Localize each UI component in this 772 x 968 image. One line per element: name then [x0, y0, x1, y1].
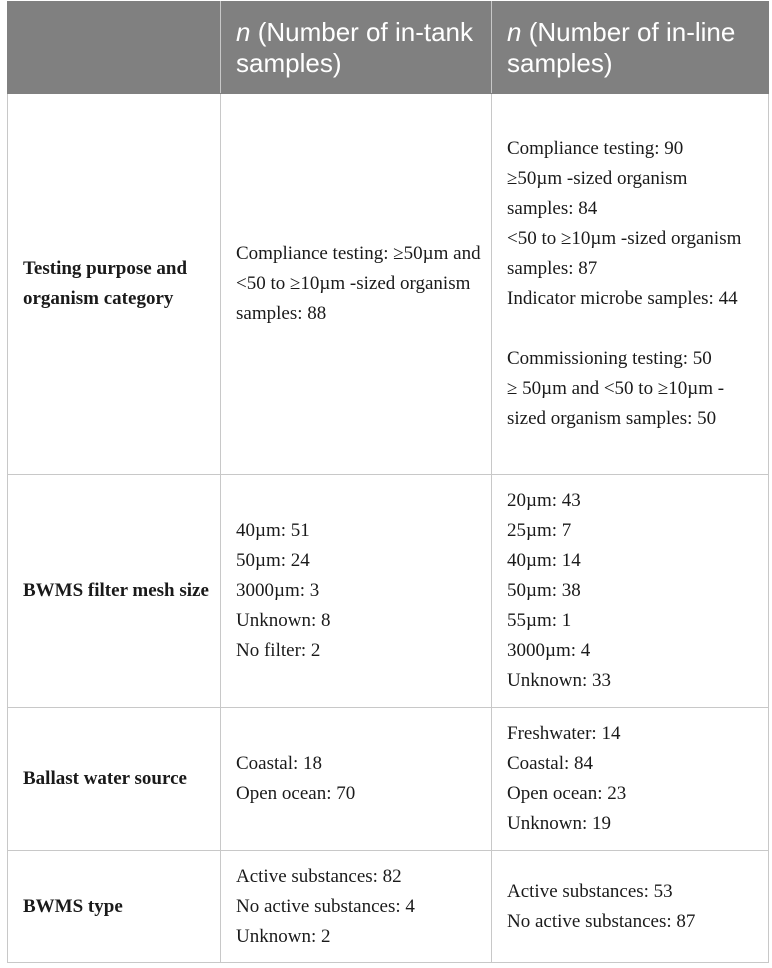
row-label: BWMS type	[8, 851, 221, 963]
list-item: No filter: 2	[236, 640, 321, 661]
list-item: Unknown: 19	[507, 813, 611, 834]
list-item: Open ocean: 70	[236, 783, 356, 804]
header-in-line-n: n	[507, 16, 522, 47]
in-tank-cell	[221, 851, 492, 963]
list-item: ≥50µm -sized organism samples: 84	[507, 168, 688, 219]
in-tank-cell	[221, 708, 492, 851]
table-row-water-source	[8, 708, 769, 851]
list-item: No active substances: 87	[507, 910, 696, 932]
header-empty-cell	[8, 2, 221, 94]
table-row-bwms-type	[8, 851, 769, 963]
row-label: Ballast water source	[8, 708, 221, 851]
list-item: Coastal: 84	[507, 753, 594, 774]
list-item: Unknown: 33	[507, 670, 611, 691]
in-tank-cell	[221, 475, 492, 708]
group-spacer	[507, 314, 758, 344]
list-item: 25µm: 7	[507, 520, 572, 541]
list-item: 50µm: 24	[236, 550, 310, 571]
row-label: BWMS filter mesh size	[8, 475, 221, 708]
list-item: Compliance testing: ≥50µm and <50 to ≥10µm -sized organism samples: 88	[236, 243, 481, 324]
in-tank-cell	[221, 94, 492, 475]
header-in-tank-label: (Number of in-tank samples)	[236, 16, 473, 78]
header-in-tank-n: n	[236, 16, 251, 47]
list-item: Commissioning testing: 50	[507, 348, 712, 369]
list-item: ≥ 50µm and <50 to ≥10µm -sized organism samples: 50	[507, 378, 725, 429]
header-in-tank	[221, 2, 492, 94]
list-item: 55µm: 1	[507, 610, 572, 631]
list-item: Coastal: 18	[236, 753, 323, 774]
list-item: Unknown: 8	[236, 610, 331, 631]
table-row-testing-purpose	[8, 94, 769, 475]
list-item: Unknown: 2	[236, 925, 331, 947]
list-item: 40µm: 51	[236, 520, 310, 541]
in-line-cell	[492, 851, 769, 963]
list-item: No active substances: 4	[236, 895, 415, 917]
list-item: <50 to ≥10µm -sized organism samples: 87	[507, 228, 742, 279]
header-row	[8, 2, 769, 94]
list-item: Indicator microbe samples: 44	[507, 288, 738, 309]
list-item: 3000µm: 3	[236, 580, 320, 601]
list-item: 3000µm: 4	[507, 640, 591, 661]
list-item: 20µm: 43	[507, 490, 581, 511]
list-item: Compliance testing: 90	[507, 138, 684, 159]
header-in-line	[492, 2, 769, 94]
list-item: 40µm: 14	[507, 550, 581, 571]
in-line-cell	[492, 94, 769, 475]
list-item: Open ocean: 23	[507, 783, 627, 804]
in-line-cell	[492, 708, 769, 851]
row-label: Testing purpose and organism category	[8, 94, 221, 475]
in-line-cell	[492, 475, 769, 708]
sample-summary-table	[7, 1, 769, 963]
list-item: Active substances: 53	[507, 880, 673, 902]
header-in-line-label: (Number of in-line samples)	[507, 16, 736, 78]
table-row-filter-mesh	[8, 475, 769, 708]
list-item: 50µm: 38	[507, 580, 581, 601]
list-item: Freshwater: 14	[507, 723, 621, 744]
list-item: Active substances: 82	[236, 865, 402, 887]
